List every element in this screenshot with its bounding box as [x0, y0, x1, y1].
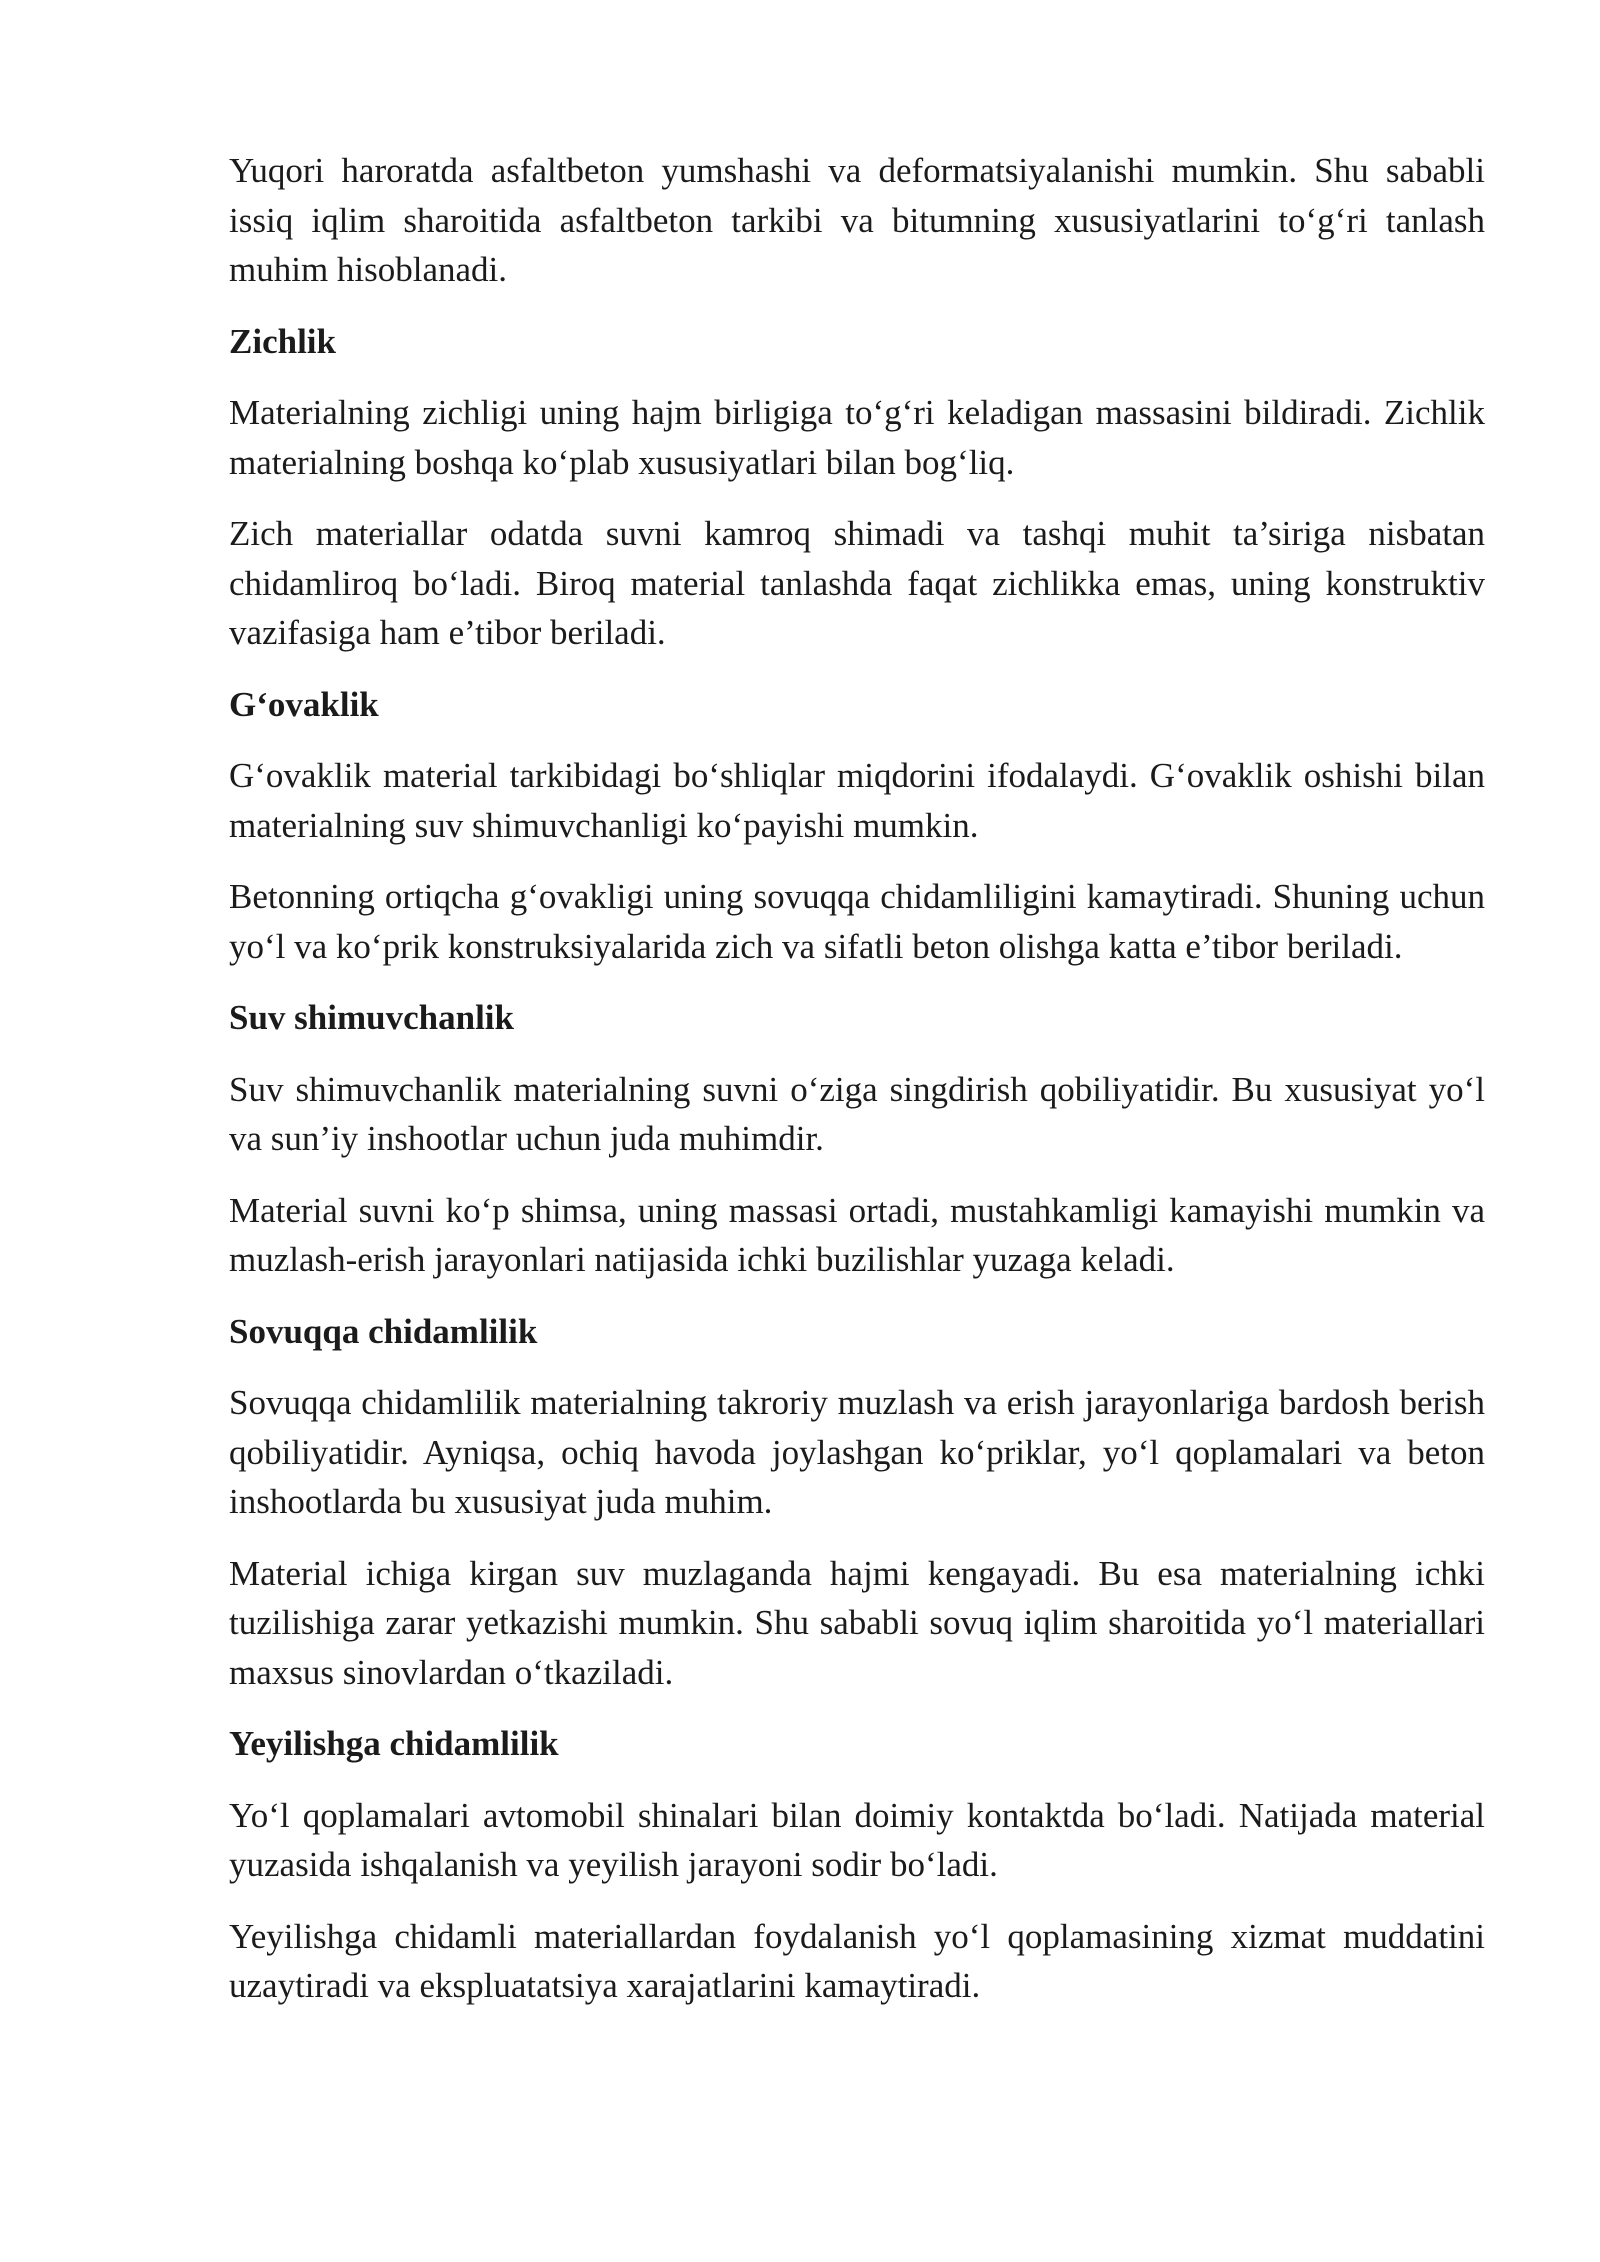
paragraph: Sovuqqa chidamlilik materialning takroriy muzlash va erish jarayonlariga bardosh berish qobiliyatidir. Ayniqsa, ochiq havoda joylashgan ko‘priklar, yo‘l qoplamalari va beton inshootlarda bu xususiyat juda muhim. — [229, 1383, 1485, 1521]
paragraph: Yuqori haroratda asfaltbeton yumshashi va deformatsiyalanishi mumkin. Shu sababli issiq iqlim sharoitida asfaltbeton tarkibi va bitumning xususiyatlarini to‘g‘ri tanlash muhim hisoblanadi. — [229, 151, 1485, 289]
paragraph: Zich materiallar odatda suvni kamroq shimadi va tashqi muhit ta’siriga nisbatan chidamliroq bo‘ladi. Biroq material tanlashda faqat zichlikka emas, uning konstruktiv vazifasiga ham e’tibor beriladi. — [229, 514, 1485, 652]
paragraph: Materialning zichligi uning hajm birligiga to‘g‘ri keladigan massasini bildiradi. Zichlik materialning boshqa ko‘plab xususiyatlari bilan bog‘liq. — [229, 393, 1485, 482]
paragraph: Yo‘l qoplamalari avtomobil shinalari bilan doimiy kontaktda bo‘ladi. Natijada material yuzasida ishqalanish va yeyilish jarayoni sodir bo‘ladi. — [229, 1795, 1485, 1884]
section-heading-sovuqqa-chidamlilik: Sovuqqa chidamlilik — [229, 1311, 538, 1351]
section-heading-suv-shimuvchanlik: Suv shimuvchanlik — [229, 998, 514, 1037]
section-heading-govaklik: G‘ovaklik — [229, 684, 379, 724]
paragraph: Betonning ortiqcha g‘ovakligi uning sovuqqa chidamliligini kamaytiradi. Shuning uchun yo‘l va ko‘prik konstruksiyalarida zich va sifatli beton olishga katta e’tibor beriladi. — [229, 877, 1485, 966]
paragraph: Suv shimuvchanlik materialning suvni o‘ziga singdirish qobiliyatidir. Bu xususiyat yo‘l va sun’iy inshootlar uchun juda muhimdir. — [229, 1069, 1485, 1158]
paragraph: Yeyilishga chidamli materiallardan foydalanish yo‘l qoplamasining xizmat muddatini uzaytiradi va ekspluatatsiya xarajatlarini kamaytiradi. — [229, 1916, 1485, 2005]
paragraph: Material suvni ko‘p shimsa, uning massasi ortadi, mustahkamligi kamayishi mumkin va muzlash-erish jarayonlari natijasida ichki buzilishlar yuzaga keladi. — [229, 1190, 1485, 1279]
section-heading-yeyilishga-chidamlilik: Yeyilishga chidamlilik — [229, 1724, 559, 1763]
paragraph: Material ichiga kirgan suv muzlaganda hajmi kengayadi. Bu esa materialning ichki tuzilishiga zarar yetkazishi mumkin. Shu sababli sovuq iqlim sharoitida yo‘l materiallari maxsus sinovlardan o‘tkaziladi. — [229, 1553, 1485, 1692]
section-heading-zichlik: Zichlik — [229, 321, 336, 361]
document-page — [229, 146, 1485, 2033]
paragraph: G‘ovaklik material tarkibidagi bo‘shliqlar miqdorini ifodalaydi. G‘ovaklik oshishi bilan materialning suv shimuvchanligi ko‘payishi mumkin. — [229, 756, 1485, 845]
